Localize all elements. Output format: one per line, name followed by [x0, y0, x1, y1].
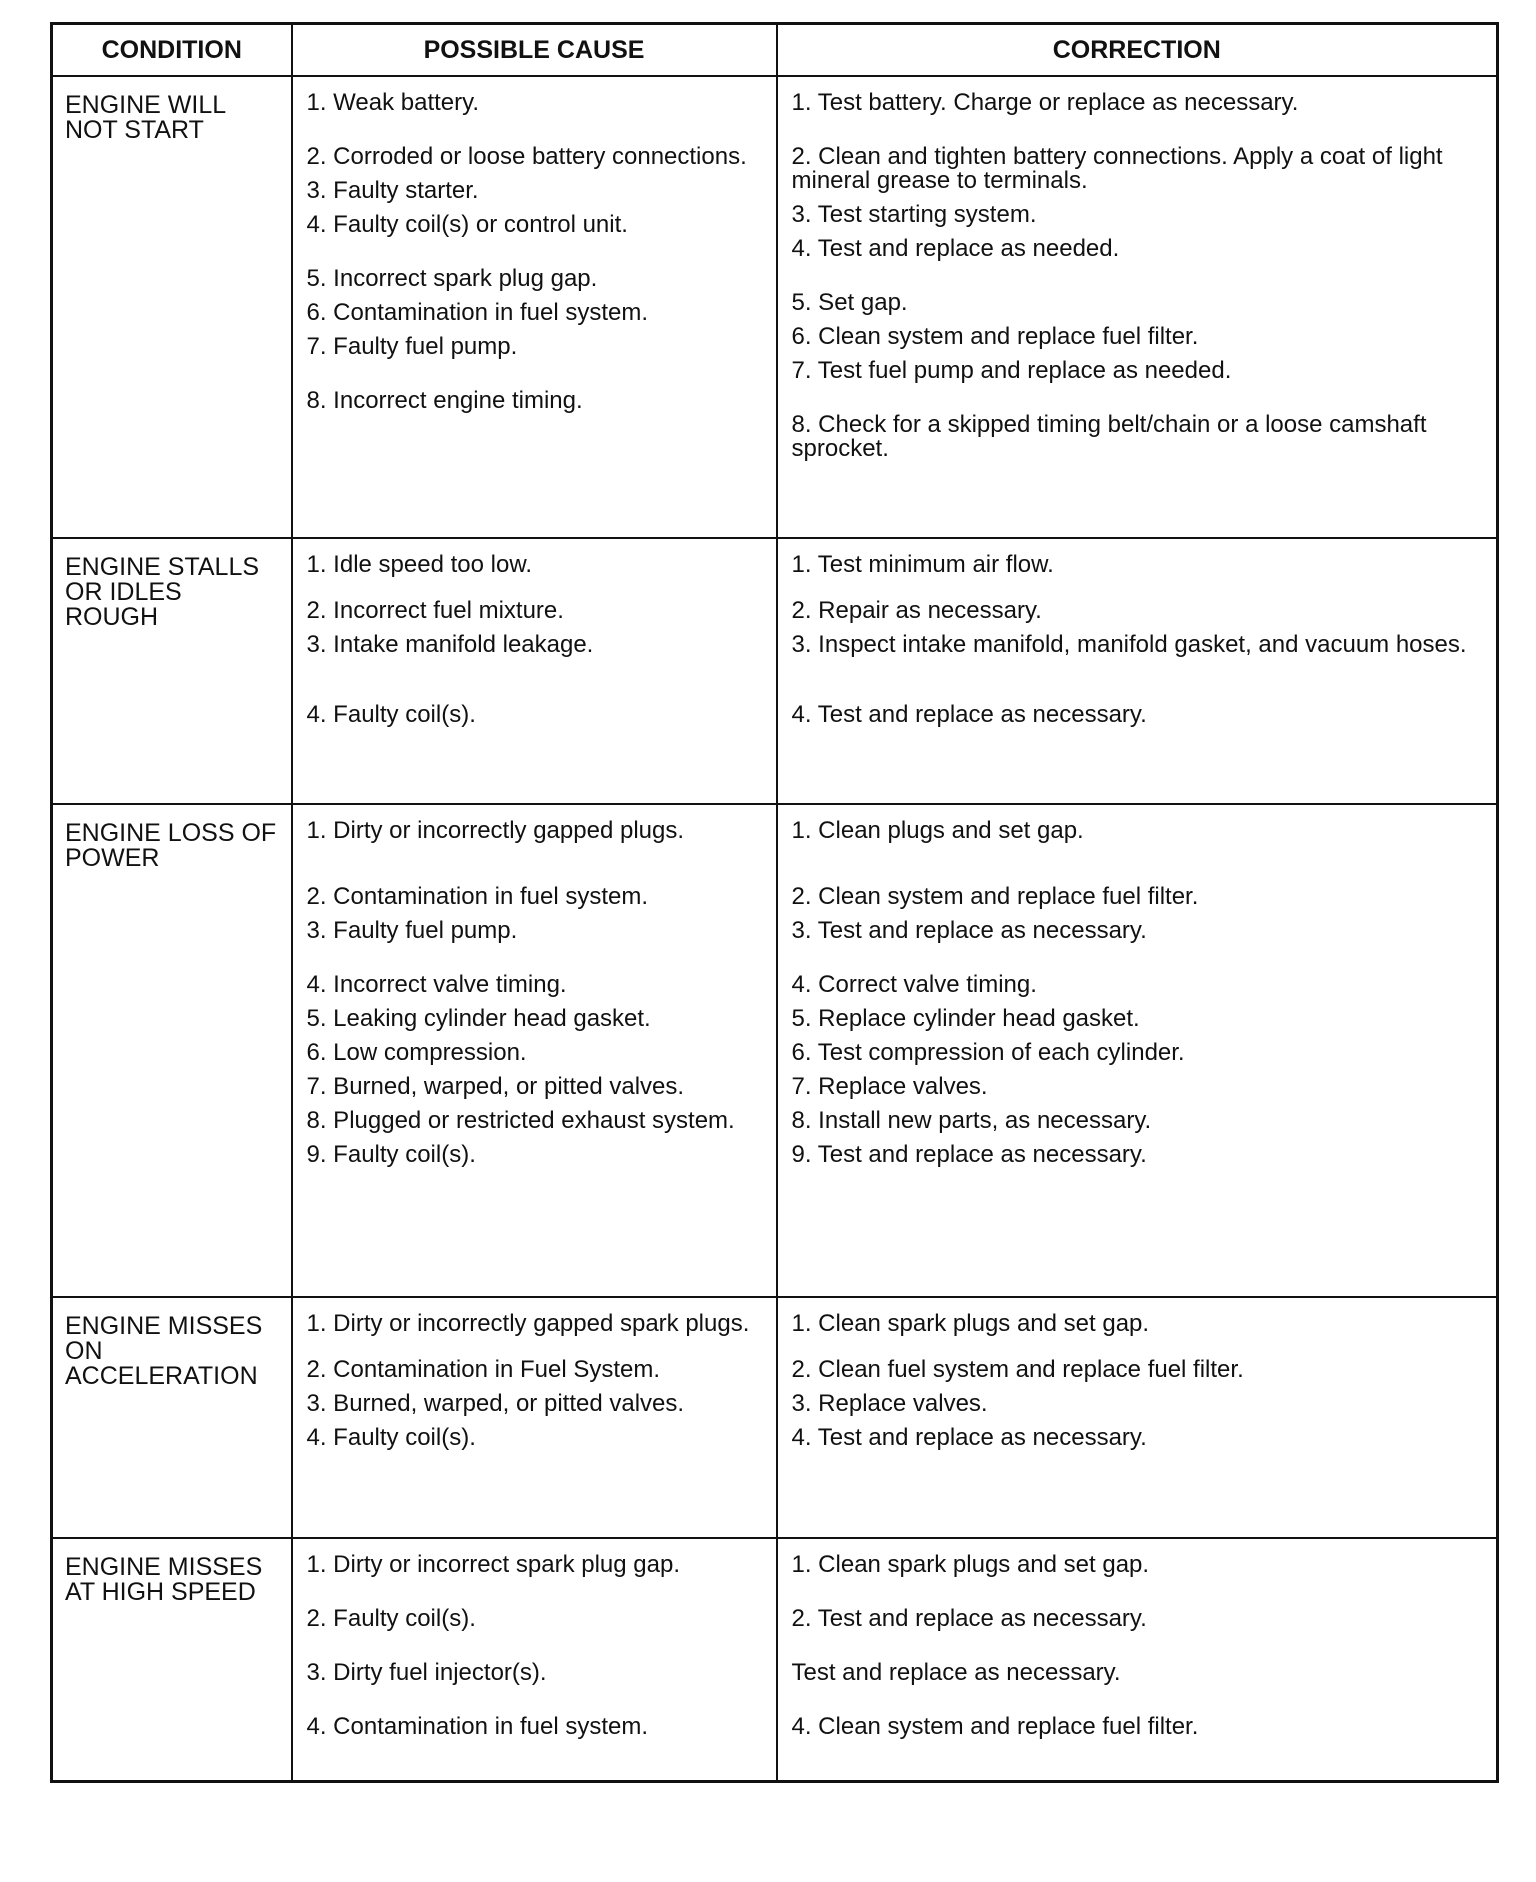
cause-item: 7. Burned, warped, or pitted valves.	[306, 1073, 685, 1100]
header-condition: CONDITION	[52, 24, 292, 77]
cause-item: 3. Dirty fuel injector(s).	[306, 1659, 547, 1686]
correction-item: 3. Inspect intake manifold, manifold gasket, and vacuum hoses.	[791, 631, 1467, 658]
correction-cell	[777, 538, 1498, 804]
correction-item: 2. Clean system and replace fuel filter.	[791, 883, 1199, 910]
cause-item: 4. Contamination in fuel system.	[306, 1713, 648, 1740]
cause-item: 3. Burned, warped, or pitted valves.	[306, 1390, 685, 1417]
cause-item: 2. Contamination in Fuel System.	[306, 1356, 660, 1383]
correction-item: 6. Test compression of each cylinder.	[791, 1039, 1185, 1066]
cause-item: 2. Contamination in fuel system.	[306, 883, 648, 910]
cause-item: 4. Faulty coil(s) or control unit.	[306, 211, 628, 238]
possible-cause-cell	[292, 76, 777, 538]
cause-item: 1. Dirty or incorrect spark plug gap.	[306, 1551, 680, 1578]
correction-item: 3. Replace valves.	[791, 1390, 988, 1417]
correction-item: 8. Check for a skipped timing belt/chain or a loose camshaft sprocket.	[791, 411, 1427, 462]
header-row	[52, 24, 1498, 77]
cause-item: 4. Faulty coil(s).	[306, 1424, 476, 1451]
correction-item: 2. Clean fuel system and replace fuel filter.	[791, 1356, 1244, 1383]
condition-cell: ENGINE WILL NOT START	[52, 76, 292, 538]
possible-cause-cell	[292, 804, 777, 1297]
correction-item: 6. Clean system and replace fuel filter.	[791, 323, 1199, 350]
troubleshooting-table	[50, 22, 1499, 1783]
cause-item: 1. Dirty or incorrectly gapped spark plugs.	[306, 1310, 750, 1337]
cause-item: 5. Leaking cylinder head gasket.	[306, 1005, 651, 1032]
cause-item: 6. Low compression.	[306, 1039, 527, 1066]
cause-item: 3. Faulty starter.	[306, 177, 479, 204]
cause-item: 1. Weak battery.	[306, 89, 480, 116]
header-possible-cause: POSSIBLE CAUSE	[292, 24, 777, 77]
header-correction: CORRECTION	[777, 24, 1498, 77]
condition-cell: ENGINE MISSES ON ACCELERATION	[52, 1297, 292, 1538]
cause-item: 8. Plugged or restricted exhaust system.	[306, 1107, 735, 1134]
correction-item: 7. Test fuel pump and replace as needed.	[791, 357, 1232, 384]
correction-item: 8. Install new parts, as necessary.	[791, 1107, 1152, 1134]
correction-item: 1. Clean spark plugs and set gap.	[791, 1310, 1150, 1337]
correction-item: Test and replace as necessary.	[791, 1659, 1121, 1686]
correction-item: 7. Replace valves.	[791, 1073, 988, 1100]
correction-item: 2. Clean and tighten battery connections. Apply a coat of light mineral grease to terminals.	[791, 143, 1443, 194]
possible-cause-cell	[292, 1297, 777, 1538]
correction-item: 1. Test battery. Charge or replace as necessary.	[791, 89, 1299, 116]
table-row	[52, 76, 1498, 538]
correction-item: 4. Test and replace as needed.	[791, 235, 1120, 262]
correction-item: 2. Repair as necessary.	[791, 597, 1042, 624]
correction-item: 9. Test and replace as necessary.	[791, 1141, 1147, 1168]
cause-item: 3. Intake manifold leakage.	[306, 631, 594, 658]
correction-item: 4. Test and replace as necessary.	[791, 1424, 1147, 1451]
correction-item: 4. Correct valve timing.	[791, 971, 1037, 998]
cause-item: 2. Faulty coil(s).	[306, 1605, 476, 1632]
cause-item: 3. Faulty fuel pump.	[306, 917, 518, 944]
possible-cause-cell	[292, 1538, 777, 1781]
correction-item: 3. Test and replace as necessary.	[791, 917, 1147, 944]
cause-item: 4. Incorrect valve timing.	[306, 971, 567, 998]
cause-item: 2. Corroded or loose battery connections.	[306, 143, 747, 170]
correction-item: 4. Test and replace as necessary.	[791, 701, 1147, 728]
correction-item: 5. Replace cylinder head gasket.	[791, 1005, 1140, 1032]
table-row	[52, 804, 1498, 1297]
cause-item: 1. Dirty or incorrectly gapped plugs.	[306, 817, 685, 844]
cause-item: 8. Incorrect engine timing.	[306, 387, 583, 414]
correction-item: 1. Clean plugs and set gap.	[791, 817, 1084, 844]
cause-item: 1. Idle speed too low.	[306, 551, 532, 578]
correction-item: 5. Set gap.	[791, 289, 908, 316]
correction-item: 4. Clean system and replace fuel filter.	[791, 1713, 1199, 1740]
correction-item: 2. Test and replace as necessary.	[791, 1605, 1147, 1632]
condition-cell: ENGINE LOSS OF POWER	[52, 804, 292, 1297]
correction-cell	[777, 76, 1498, 538]
condition-cell: ENGINE STALLS OR IDLES ROUGH	[52, 538, 292, 804]
condition-cell: ENGINE MISSES AT HIGH SPEED	[52, 1538, 292, 1781]
possible-cause-cell	[292, 538, 777, 804]
correction-item: 1. Clean spark plugs and set gap.	[791, 1551, 1150, 1578]
table-row	[52, 538, 1498, 804]
correction-item: 3. Test starting system.	[791, 201, 1037, 228]
cause-item: 7. Faulty fuel pump.	[306, 333, 518, 360]
cause-item: 2. Incorrect fuel mixture.	[306, 597, 564, 624]
cause-item: 5. Incorrect spark plug gap.	[306, 265, 598, 292]
table-row	[52, 1297, 1498, 1538]
correction-cell	[777, 804, 1498, 1297]
correction-cell	[777, 1297, 1498, 1538]
cause-item: 4. Faulty coil(s).	[306, 701, 476, 728]
correction-item: 1. Test minimum air flow.	[791, 551, 1054, 578]
cause-item: 6. Contamination in fuel system.	[306, 299, 648, 326]
correction-cell	[777, 1538, 1498, 1781]
table-row	[52, 1538, 1498, 1781]
cause-item: 9. Faulty coil(s).	[306, 1141, 476, 1168]
